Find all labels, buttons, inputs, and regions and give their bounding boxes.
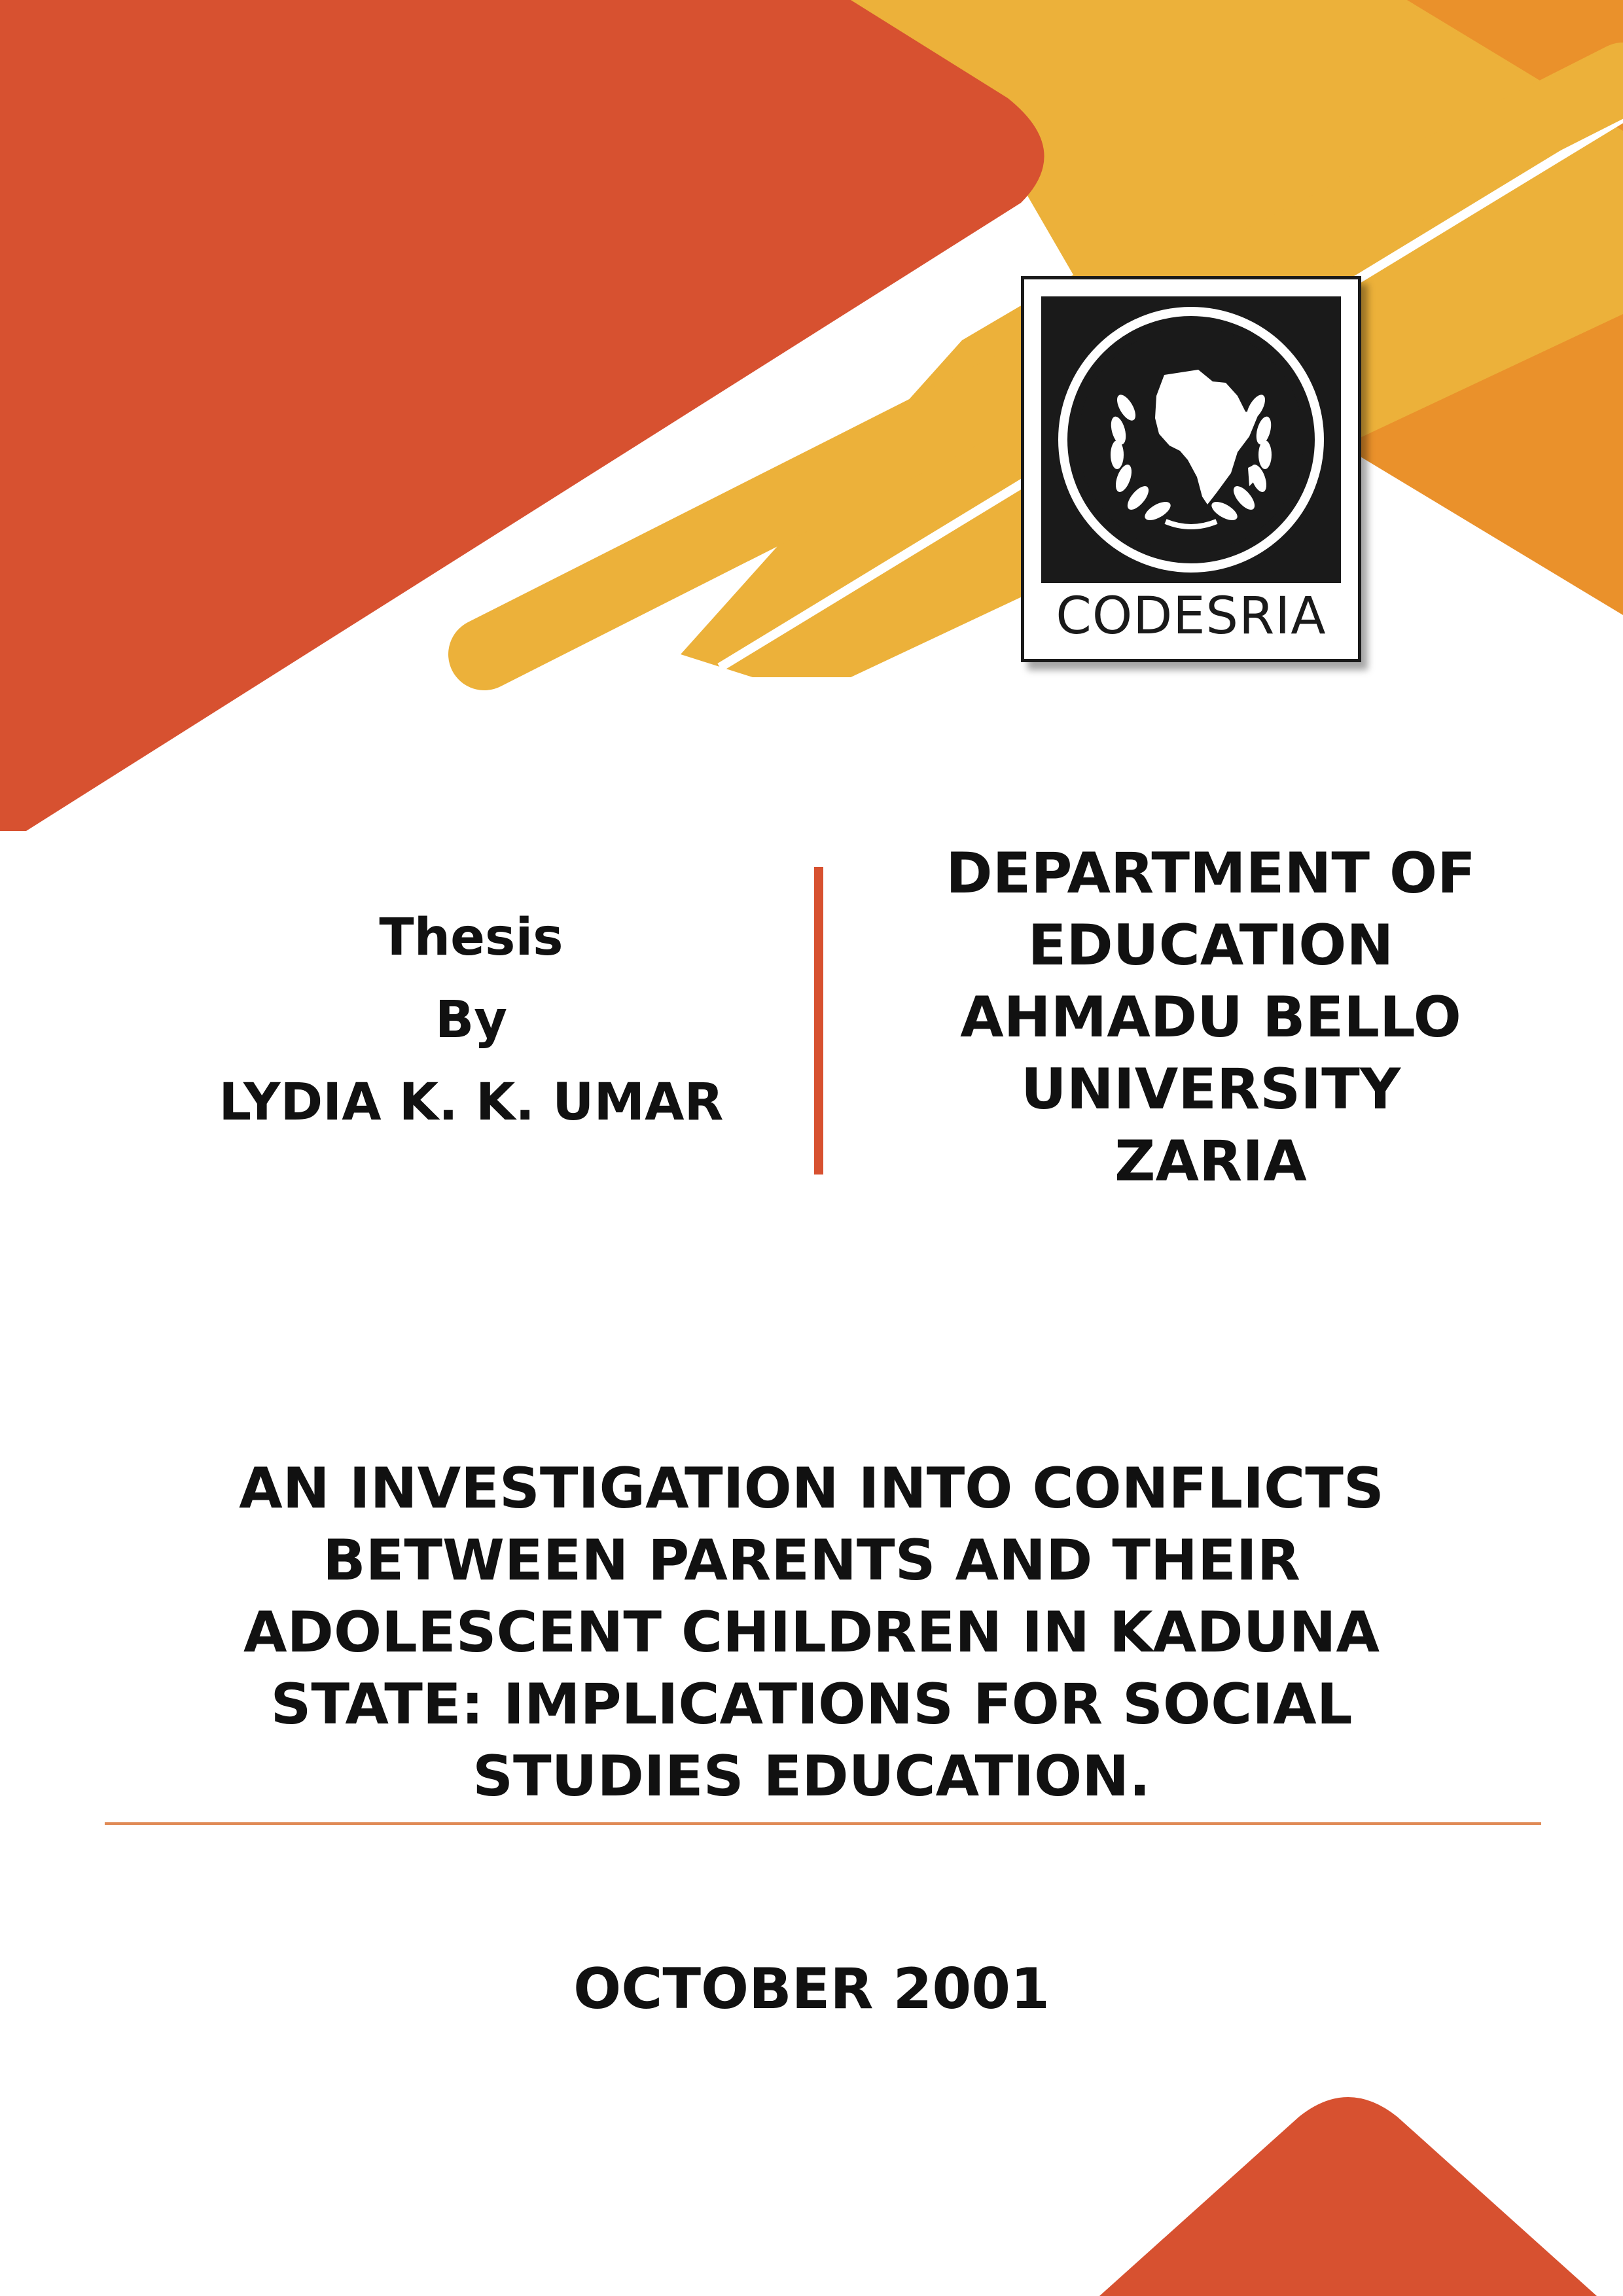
document-type-label: Thesis bbox=[379, 908, 563, 967]
institution-line: EDUCATION bbox=[1027, 913, 1394, 978]
thesis-title bbox=[105, 1453, 1518, 1812]
by-label: By bbox=[435, 991, 508, 1050]
institution-line: UNIVERSITY bbox=[1020, 1057, 1401, 1122]
logo-wordmark: CODESRIA bbox=[1056, 587, 1327, 646]
africa-laurel-icon bbox=[1041, 296, 1341, 583]
title-line: AN INVESTIGATION INTO CONFLICTS bbox=[239, 1456, 1384, 1521]
institution-line: AHMADU BELLO bbox=[960, 985, 1461, 1050]
institution-block bbox=[877, 838, 1544, 1197]
title-line: STATE: IMPLICATIONS FOR SOCIAL bbox=[270, 1672, 1353, 1737]
logo-emblem-box bbox=[1041, 296, 1341, 583]
publication-date: OCTOBER 2001 bbox=[573, 1956, 1050, 2022]
institution-line: ZARIA bbox=[1115, 1129, 1307, 1194]
author-name: LYDIA K. K. UMAR bbox=[219, 1073, 724, 1132]
codesria-logo bbox=[1021, 276, 1361, 662]
title-line: ADOLESCENT CHILDREN IN KADUNA bbox=[243, 1600, 1380, 1665]
title-line: BETWEEN PARENTS AND THEIR bbox=[323, 1528, 1300, 1593]
horizontal-rule bbox=[105, 1822, 1541, 1825]
red-triangle-bottom-right bbox=[1099, 2097, 1597, 2296]
title-line: STUDIES EDUCATION. bbox=[473, 1744, 1150, 1809]
author-block bbox=[157, 896, 785, 1144]
vertical-divider bbox=[814, 867, 823, 1174]
institution-line: DEPARTMENT OF bbox=[946, 841, 1476, 906]
